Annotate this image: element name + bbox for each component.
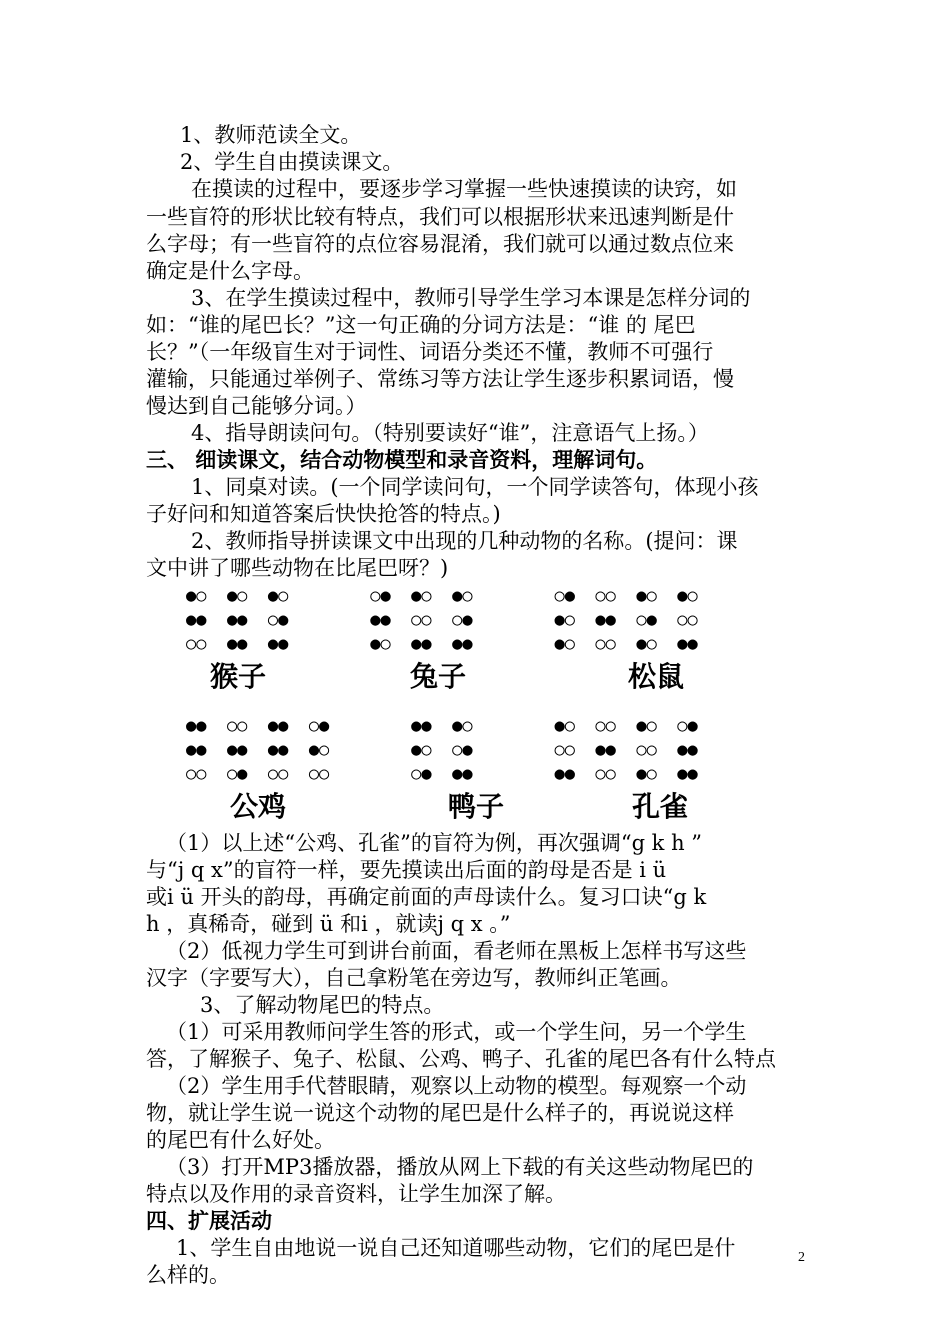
text-line: 慢达到自己能够分词。） (146, 394, 367, 418)
text-line: 1、教师范读全文。 (180, 123, 362, 147)
braille-row: ○○ ○● ○○ ○○ ○● ●● ●● ○○ ●○ ●● (186, 764, 698, 784)
animal-name-rooster: 公鸡 (230, 790, 287, 823)
text-line: 确定是什么字母。 (146, 259, 314, 283)
text-line: （1）可采用教师问学生答的形式，或一个学生问，另一个学生 (166, 1020, 747, 1044)
text-line: h ，真稀奇，碰到 ü 和i ，就读j q x 。” (146, 912, 511, 936)
text-line: 在摸读的过程中，要逐步学习掌握一些快速摸读的诀窍，如 (191, 177, 737, 201)
text-line: 文中讲了哪些动物在比尾巴呀？) (146, 556, 449, 580)
text-line: 么字母；有一些盲符的点位容易混淆，我们就可以通过数点位来 (146, 232, 734, 256)
text-line: 3、了解动物尾巴的特点。 (200, 993, 445, 1017)
text-line: 如：“谁的尾巴长？”这一句正确的分词方法是：“谁 的 尾巴 (146, 313, 696, 337)
animal-name-duck: 鸭子 (448, 790, 505, 823)
text-line: 物，就让学生说一说这个动物的尾巴是什么样子的，再说说这样 (146, 1101, 734, 1125)
text-line: 或i ü 开头的韵母，再确定前面的声母读什么。复习口诀“g k (146, 885, 707, 909)
text-line: 长？”（一年级盲生对于词性、词语分类还不懂，教师不可强行 (146, 340, 714, 364)
animal-name-monkey: 猴子 (210, 660, 267, 693)
text-line: （2）学生用手代替眼睛，观察以上动物的模型。每观察一个动 (166, 1074, 747, 1098)
text-line: 2、教师指导拼读课文中出现的几种动物的名称。(提问：课 (191, 529, 738, 553)
braille-row: ○○ ●● ●● ●○ ●● ●● ●○ ○○ ●○ ●● (186, 634, 698, 654)
text-line: 灌输，只能通过举例子、常练习等方法让学生逐步积累词语，慢 (146, 367, 734, 391)
text-line: 与“j q x”的盲符一样，要先摸读出后面的韵母是否是 i ü (146, 858, 667, 882)
animal-name-squirrel: 松鼠 (628, 660, 685, 693)
braille-row: ●● ●● ●● ●○ ●○ ○● ○○ ●● ○○ ●● (186, 740, 698, 760)
section-heading: 四、扩展活动 (146, 1209, 272, 1233)
page-number: 2 (798, 1250, 805, 1265)
text-line: 一些盲符的形状比较有特点，我们可以根据形状来迅速判断是什 (146, 205, 734, 229)
braille-row: ●● ●● ○● ●● ○○ ○● ●○ ●● ○● ○○ (186, 610, 698, 630)
text-line: （2）低视力学生可到讲台前面，看老师在黑板上怎样书写这些 (166, 939, 747, 963)
text-line: 答，了解猴子、兔子、松鼠、公鸡、鸭子、孔雀的尾巴各有什么特点 (146, 1047, 776, 1071)
text-line: 2、学生自由摸读课文。 (180, 150, 404, 174)
text-line: 1、学生自由地说一说自己还知道哪些动物，它们的尾巴是什 (176, 1236, 736, 1260)
braille-row: ●○ ●○ ●○ ○● ●○ ●○ ○● ○○ ●○ ●○ (186, 586, 698, 606)
text-line: 子好问和知道答案后快快抢答的特点。) (146, 502, 501, 526)
animal-name-peacock: 孔雀 (632, 790, 689, 823)
animal-name-rabbit: 兔子 (410, 660, 467, 693)
text-line: 的尾巴有什么好处。 (146, 1128, 335, 1152)
text-line: 1、同桌对读。(一个同学读问句，一个同学读答句，体现小孩 (191, 475, 759, 499)
text-line: （3）打开MP3播放器，播放从网上下载的有关这些动物尾巴的 (166, 1155, 754, 1179)
braille-row: ●● ○○ ●● ○● ●● ●○ ●○ ○○ ●○ ○● (186, 716, 698, 736)
text-line: 汉字（字要写大），自己拿粉笔在旁边写，教师纠正笔画。 (146, 966, 682, 990)
text-line: （1）以上述“公鸡、孔雀”的盲符为例，再次强调“g k h ” (166, 831, 703, 855)
section-heading: 三、 细读课文，结合动物模型和录音资料，理解词句。 (146, 448, 658, 472)
text-line: 3、在学生摸读过程中，教师引导学生学习本课是怎样分词的 (191, 286, 751, 310)
text-line: 4、指导朗读问句。（特别要读好“谁”，注意语气上扬。） (191, 421, 709, 445)
text-line: 么样的。 (146, 1263, 230, 1287)
text-line: 特点以及作用的录音资料，让学生加深了解。 (146, 1182, 566, 1206)
